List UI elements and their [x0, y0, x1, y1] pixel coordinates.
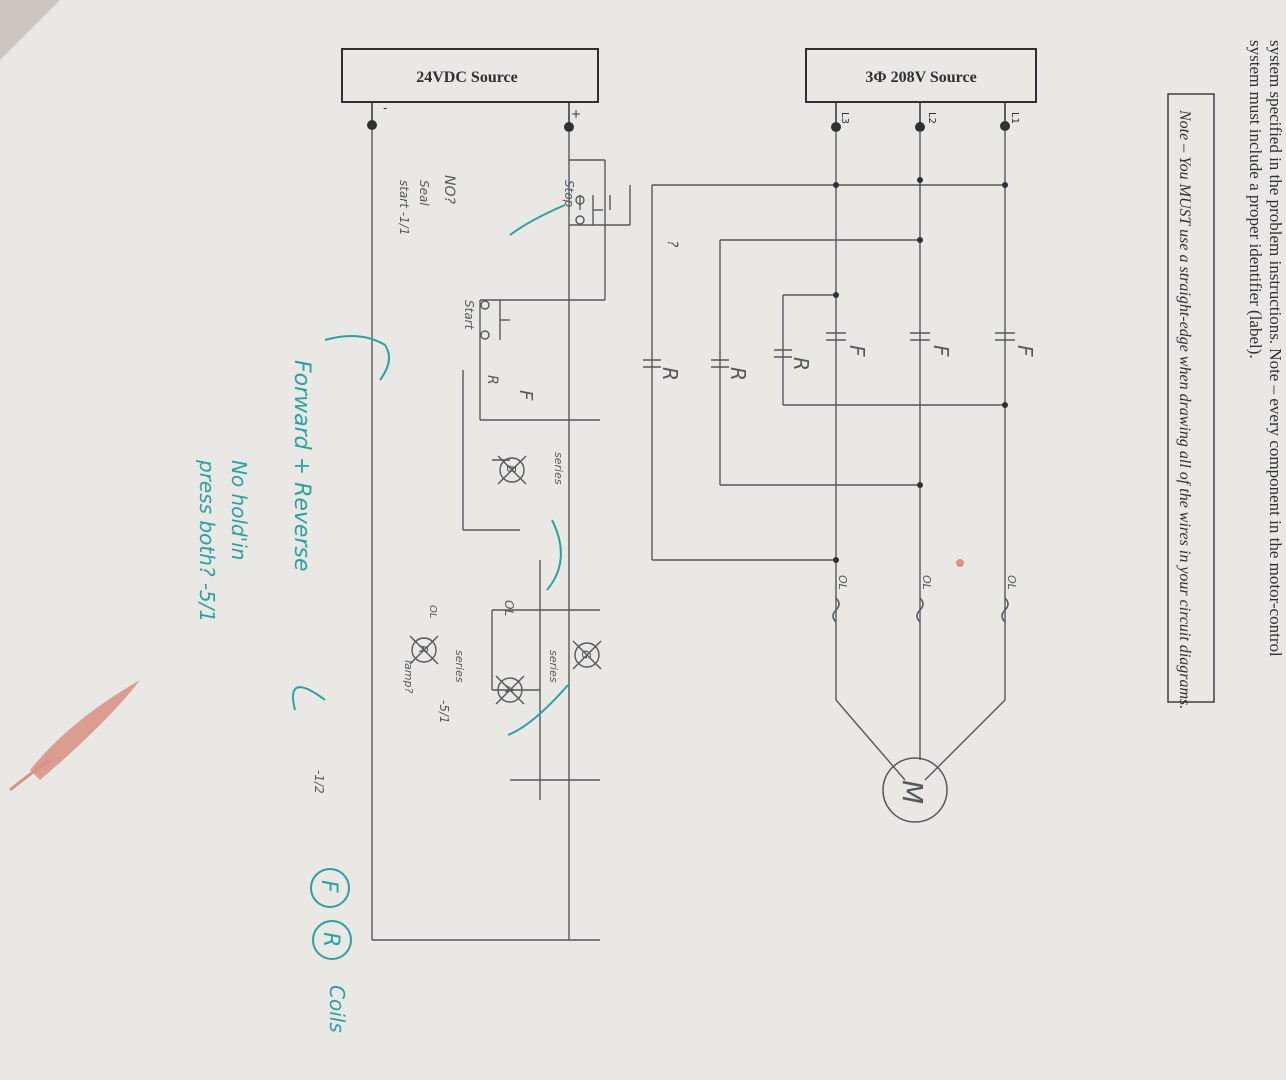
header-line-1: system specified in the problem instructions. Note – every component in the motor-control — [1266, 40, 1285, 657]
series-note-3: series — [453, 650, 466, 683]
ol-label-3: OL — [836, 575, 849, 590]
ac-l2-label: L2 — [926, 112, 937, 124]
ac-l1-label: L1 — [1009, 112, 1020, 124]
lamp-a-label: A — [502, 685, 516, 694]
minus-half-2: -1/2 — [312, 770, 326, 794]
forward-reverse-note: Forward + Reverse — [289, 360, 314, 572]
start-label: Start — [462, 300, 476, 330]
r-contact-label-3: R — [658, 367, 682, 381]
minus-half-1: -5/1 — [437, 700, 451, 724]
coil-r-label: R — [318, 932, 343, 948]
ol-contact-upper-label: OL — [502, 600, 516, 617]
lamp-b-label: B — [504, 465, 518, 474]
coil-f-label: F — [316, 880, 341, 893]
motor-label: M — [896, 780, 929, 805]
seal-note: Seal — [417, 180, 431, 206]
control-f-contact-label: F — [515, 390, 536, 401]
no-hold-note: No hold'in — [227, 460, 251, 561]
start-note: start -1/1 — [397, 180, 411, 236]
series-note-1: series — [552, 452, 565, 485]
lamp-g-label: G — [579, 650, 593, 660]
stop-label: Stop — [562, 180, 576, 208]
note-text: Note – You MUST use a straight-edge when drawing all of the wires in your circuit diagrams. — [1176, 110, 1193, 710]
f-contact-label-3: F — [845, 345, 869, 357]
control-r-contact-label: R — [484, 375, 500, 385]
ac-l3-label: L3 — [839, 112, 850, 124]
header-line-2: system must include a proper identifier (label). — [1246, 40, 1265, 359]
no-note: NO? — [441, 175, 457, 204]
dc-source-label: 24VDC Source — [416, 69, 518, 86]
note-text-group — [1176, 109, 1193, 709]
ol-contact-lower-label: OL — [427, 605, 438, 619]
press-both-note: press both? -5/1 — [195, 460, 219, 623]
lamp-r-label: R — [416, 645, 430, 654]
control-question-mark: ? — [664, 240, 680, 248]
r-contact-label-1: R — [789, 357, 813, 371]
ol-label-2: OL — [920, 575, 933, 590]
dc-minus-label: - — [383, 101, 388, 115]
ac-source-label: 3Φ 208V Source — [865, 69, 977, 86]
series-note-2: series — [547, 650, 560, 683]
dc-plus-label: + — [571, 107, 582, 121]
r-contact-label-2: R — [726, 367, 750, 381]
ol-label-1: OL — [1005, 575, 1018, 590]
f-contact-label-1: F — [1013, 345, 1037, 357]
coils-note: Coils — [325, 985, 349, 1033]
lamp-question-note: lamp? — [402, 660, 415, 694]
f-contact-label-2: F — [929, 345, 953, 357]
